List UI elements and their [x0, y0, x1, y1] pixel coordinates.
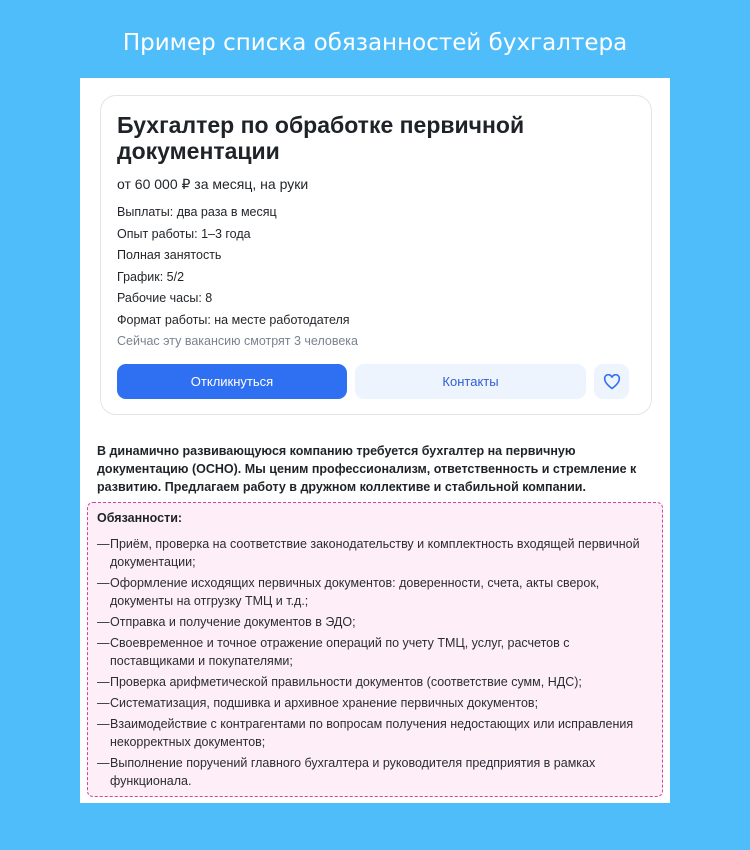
duty-text: Оформление исходящих первичных документов: доверенности, счета, акты сверок, документы на отгрузку ТМЦ и т.д.; [110, 576, 600, 608]
heart-icon [603, 374, 621, 390]
duty-text: Систематизация, подшивка и архивное хранение первичных документов; [110, 696, 539, 710]
duty-text: Приём, проверка на соответствие законодательству и комплектность входящей первичной документации; [110, 537, 640, 569]
fact-payments: Выплаты: два раза в месяц [117, 205, 277, 219]
duty-item [97, 673, 653, 691]
page-header: Пример списка обязанностей бухгалтера [122, 30, 628, 56]
dash-bullet: — [97, 696, 110, 710]
dash-bullet: — [97, 615, 110, 629]
dash-bullet: — [97, 756, 110, 770]
duty-item [97, 634, 653, 670]
contacts-button[interactable]: Контакты [355, 364, 586, 399]
duty-text: Проверка арифметической правильности документов (соответствие сумм, НДС); [110, 675, 582, 689]
dash-bullet: — [97, 537, 110, 551]
dash-bullet: — [97, 636, 110, 650]
viewers-count: Сейчас эту вакансию смотрят 3 человека [117, 334, 359, 348]
fact-experience: Опыт работы: 1–3 года [117, 226, 251, 241]
vacancy-facts [117, 202, 358, 353]
dash-bullet: — [97, 576, 110, 590]
vacancy-description: В динамично развивающуюся компанию требуется бухгалтер на первичную документацию (ОСНО). Мы ценим профессионализм, ответственность и стремление к развитию. Предлагаем работу в дружном коллективе и стабильной компании. [97, 444, 637, 494]
dash-bullet: — [97, 675, 110, 689]
dash-bullet: — [97, 717, 110, 731]
fact-hours: Рабочие часы: 8 [117, 291, 213, 305]
fact-employment: Полная занятость [117, 248, 222, 262]
content-panel [80, 78, 670, 803]
favorite-button[interactable] [594, 364, 629, 399]
duty-item [97, 754, 653, 790]
fact-format: Формат работы: на месте работодателя [117, 312, 350, 327]
duty-item [97, 715, 653, 751]
salary: от 60 000 ₽ за месяц, на руки [117, 176, 309, 192]
duty-item [97, 613, 653, 631]
duties-heading: Обязанности: [97, 511, 183, 525]
duty-item [97, 535, 653, 571]
fact-schedule: График: 5/2 [117, 269, 185, 284]
duties-list [97, 535, 653, 790]
duties-section [87, 502, 663, 797]
duty-text: Взаимодействие с контрагентами по вопросам получения недостающих или исправления некорректных документов; [110, 717, 634, 749]
respond-button[interactable]: Откликнуться [117, 364, 347, 399]
duty-text: Выполнение поручений главного бухгалтера и руководителя предприятия в рамках функционала. [110, 756, 596, 788]
vacancy-card [100, 95, 652, 415]
duty-item [97, 694, 653, 712]
duty-text: Отправка и получение документов в ЭДО; [110, 615, 356, 629]
duty-item [97, 574, 653, 610]
duty-text: Своевременное и точное отражение операций по учету ТМЦ, услуг, расчетов с поставщиками и покупателями; [110, 636, 570, 668]
vacancy-title: Бухгалтер по обработке первичной документации [117, 112, 525, 164]
